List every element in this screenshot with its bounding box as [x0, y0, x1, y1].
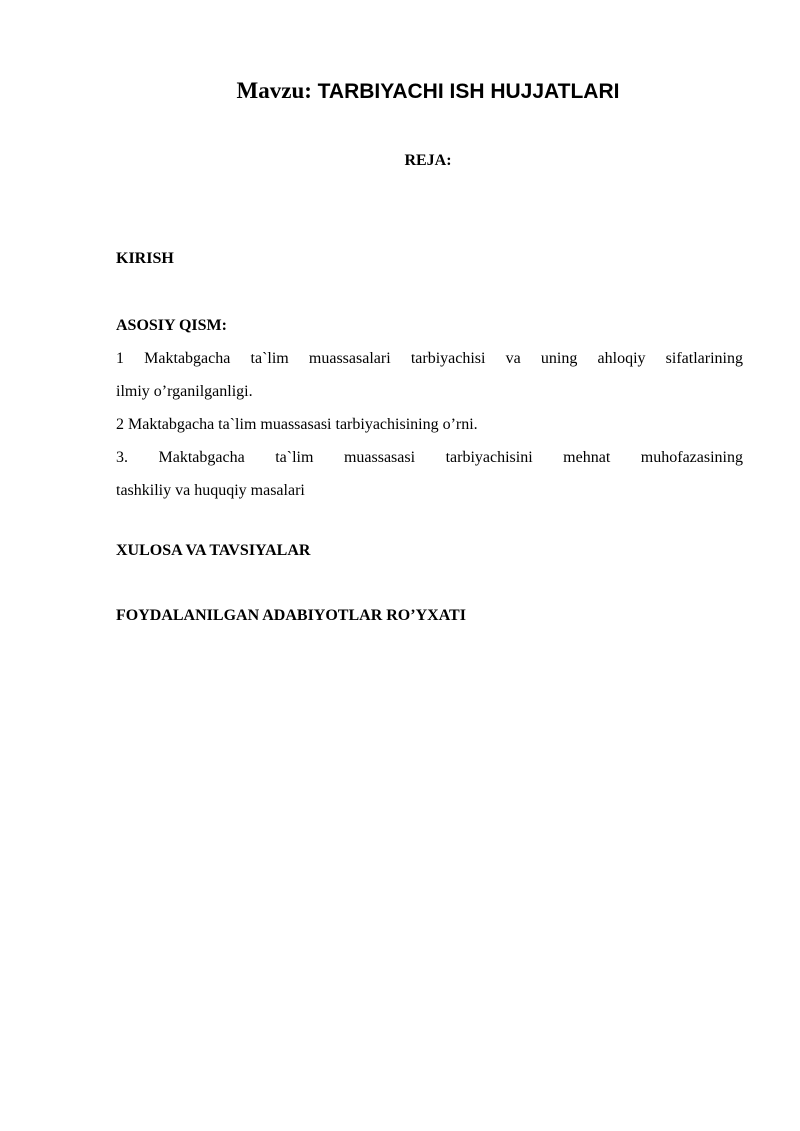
list-item-1 — [116, 342, 743, 408]
list-item-3 — [116, 441, 743, 507]
plan-heading: REJA: — [404, 152, 452, 169]
main-part-heading: ASOSIY QISM: — [116, 317, 227, 334]
references-heading: FOYDALANILGAN ADABIYOTLAR RO’YXATI — [116, 607, 466, 624]
list-item-1-line-2: ilmiy o’rganilganligi. — [116, 383, 253, 400]
title-main: TARBIYACHI ISH HUJJATLARI — [317, 80, 620, 103]
list-item-3-line-2: tashkiliy va huquqiy masalari — [116, 482, 305, 499]
main-part-list — [116, 342, 743, 507]
conclusion-heading: XULOSA VA TAVSIYALAR — [116, 542, 311, 559]
list-item-3-line-1: 3. Maktabgacha ta`lim muassasasi tarbiyachisini mehnat muhofazasining — [116, 449, 743, 466]
list-item-1-line-1: 1 Maktabgacha ta`lim muassasalari tarbiyachisi va uning ahloqiy sifatlarining — [116, 350, 743, 367]
list-item-2-line-1: 2 Maktabgacha ta`lim muassasasi tarbiyachisining o’rni. — [116, 416, 478, 433]
list-item-2 — [116, 408, 743, 441]
title-prefix: Mavzu: — [236, 78, 312, 103]
document-title — [0, 76, 800, 107]
intro-heading: KIRISH — [116, 250, 174, 267]
